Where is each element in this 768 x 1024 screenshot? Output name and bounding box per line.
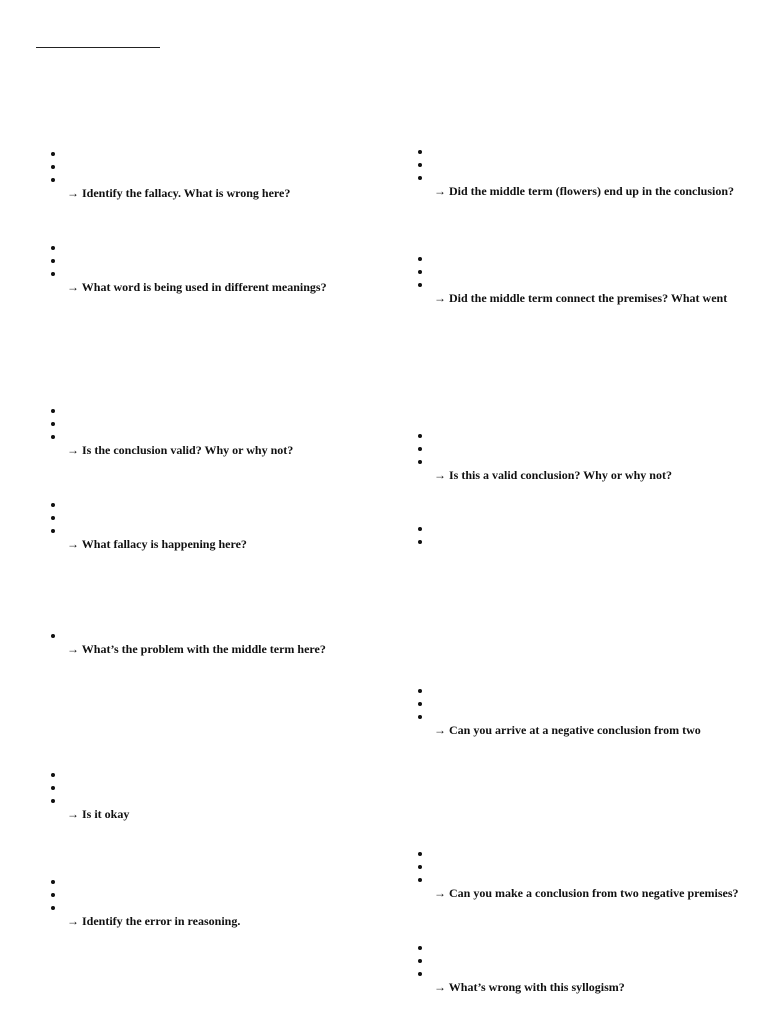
left-item-4 — [50, 499, 247, 551]
right-item-1 — [417, 146, 734, 198]
bullet-point — [417, 698, 701, 711]
bullet-point — [50, 161, 290, 174]
title-underline — [36, 47, 160, 48]
bullet-list — [417, 685, 701, 724]
bullet-list — [50, 630, 326, 643]
left-item-2 — [50, 242, 327, 294]
bullet-point — [417, 172, 734, 185]
bullet-list — [50, 148, 290, 187]
question-text: → Is it okay — [67, 807, 130, 821]
question-text: → Did the middle term (flowers) end up in the conclusion? — [434, 184, 734, 198]
bullet-point — [417, 146, 734, 159]
bullet-point — [50, 148, 290, 161]
bullet-point — [417, 685, 701, 698]
bullet-point — [417, 279, 727, 292]
bullet-point — [50, 525, 247, 538]
question-text: → What word is being used in different meanings? — [67, 280, 327, 294]
bullet-point — [50, 512, 247, 525]
right-item-5 — [417, 685, 701, 737]
right-item-3 — [417, 430, 672, 482]
bullet-point — [417, 942, 625, 955]
bullet-point — [50, 630, 326, 643]
bullet-point — [50, 431, 293, 444]
question-text: → What fallacy is happening here? — [67, 537, 247, 551]
bullet-list — [50, 405, 293, 444]
question-text: → Is this a valid conclusion? Why or why not? — [434, 468, 672, 482]
right-item-2 — [417, 253, 727, 305]
bullet-point — [417, 955, 625, 968]
bullet-point — [50, 268, 327, 281]
bullet-list — [50, 242, 327, 281]
question-text: → Did the middle term connect the premises? What went — [434, 291, 728, 305]
bullet-list — [417, 146, 734, 185]
bullet-point — [417, 968, 625, 981]
question-text: → Can you arrive at a negative conclusion from two — [434, 723, 701, 737]
bullet-point — [417, 159, 734, 172]
bullet-point — [50, 782, 129, 795]
bullet-point — [50, 499, 247, 512]
left-item-3 — [50, 405, 293, 457]
bullet-point — [417, 430, 672, 443]
bullet-list — [50, 769, 129, 808]
bullet-point — [50, 902, 240, 915]
bullet-list — [417, 253, 727, 292]
question-text: → What’s the problem with the middle term here? — [67, 642, 326, 656]
bullet-list — [417, 848, 739, 887]
question-text: → Identify the fallacy. What is wrong here? — [67, 186, 291, 200]
question-text: → What’s wrong with this syllogism? — [434, 980, 625, 994]
bullet-point — [50, 889, 240, 902]
bullet-point — [50, 405, 293, 418]
left-item-5 — [50, 630, 326, 656]
bullet-list — [417, 942, 625, 981]
bullet-point — [50, 242, 327, 255]
right-item-6 — [417, 848, 739, 900]
bullet-list — [50, 499, 247, 538]
right-item-7 — [417, 942, 625, 994]
question-text: → Identify the error in reasoning. — [67, 914, 241, 928]
bullet-point — [417, 456, 672, 469]
left-item-6 — [50, 769, 129, 821]
bullet-point — [417, 266, 727, 279]
bullet-list — [417, 430, 672, 469]
bullet-point — [417, 443, 672, 456]
question-text: → Can you make a conclusion from two negative premises? — [434, 886, 739, 900]
bullet-point — [50, 418, 293, 431]
bullet-point — [417, 253, 727, 266]
bullet-point — [50, 795, 129, 808]
question-text: → Is the conclusion valid? Why or why not? — [67, 443, 294, 457]
bullet-list — [50, 876, 240, 915]
bullet-point — [417, 711, 701, 724]
bullet-point — [417, 874, 739, 887]
left-item-1 — [50, 148, 290, 200]
bullet-point — [50, 876, 240, 889]
bullet-point — [417, 848, 739, 861]
bullet-point — [50, 769, 129, 782]
bullet-point — [50, 174, 290, 187]
bullet-point — [417, 861, 739, 874]
left-item-7 — [50, 876, 240, 928]
bullet-point — [50, 255, 327, 268]
